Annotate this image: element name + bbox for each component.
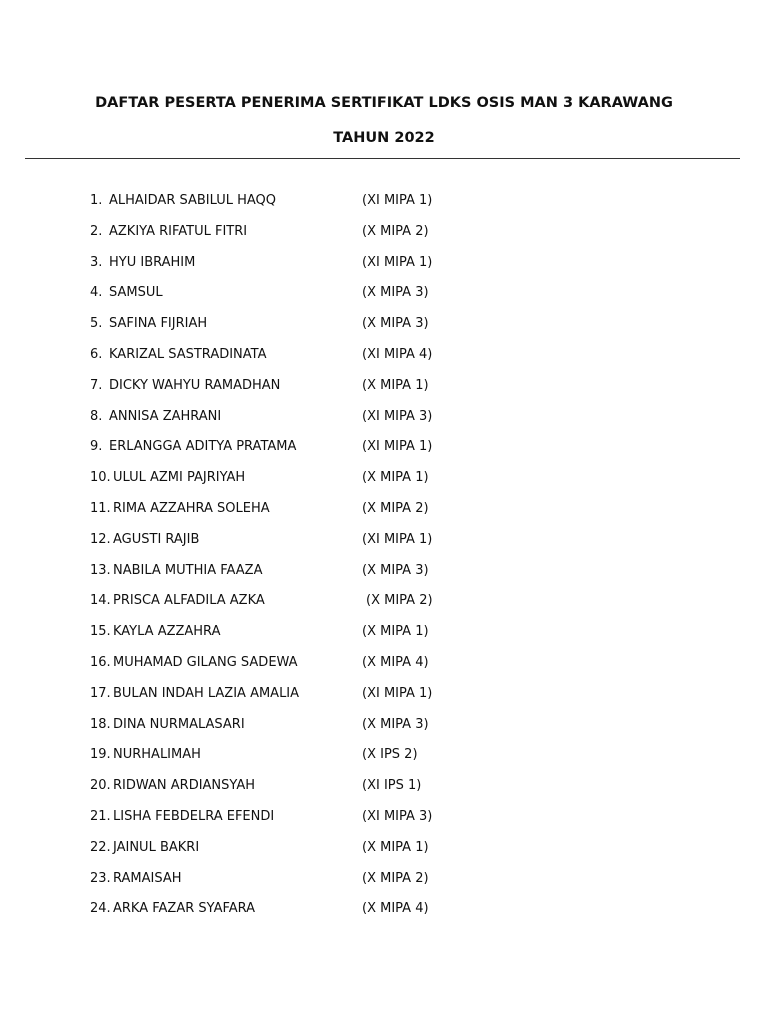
participant-name: SAMSUL bbox=[109, 285, 163, 301]
participant-name: LISHA FEBDELRA EFENDI bbox=[113, 808, 275, 824]
participant-class: (X MIPA 4) bbox=[362, 901, 429, 917]
participant-name: RAMAISAH bbox=[113, 870, 182, 886]
participant-name: PRISCA ALFADILA AZKA bbox=[113, 593, 265, 609]
participant-class: (X MIPA 3) bbox=[362, 285, 429, 301]
item-number: 15. bbox=[90, 624, 111, 640]
participant-class: (XI MIPA 1) bbox=[362, 531, 433, 547]
participant-name: RIDWAN ARDIANSYAH bbox=[113, 778, 256, 794]
participant-class: (XI MIPA 1) bbox=[362, 254, 433, 270]
participant-name: NURHALIMAH bbox=[113, 747, 201, 763]
item-number: 11. bbox=[90, 500, 111, 516]
item-number: 16. bbox=[90, 654, 111, 670]
participant-class: (X MIPA 4) bbox=[362, 654, 429, 670]
participant-class: (X MIPA 2) bbox=[362, 870, 429, 886]
document-title: DAFTAR PESERTA PENERIMA SERTIFIKAT LDKS OSIS MAN 3 KARAWANG bbox=[95, 95, 673, 111]
item-number: 18. bbox=[90, 716, 111, 732]
item-number: 7. bbox=[90, 377, 103, 393]
participant-class: (X MIPA 1) bbox=[362, 377, 429, 393]
participant-name: ERLANGGA ADITYA PRATAMA bbox=[109, 439, 297, 455]
participant-class: (XI MIPA 1) bbox=[362, 193, 433, 208]
participant-name: ANNISA ZAHRANI bbox=[109, 408, 222, 424]
item-number: 13. bbox=[90, 562, 111, 578]
participant-name: ULUL AZMI PAJRIYAH bbox=[113, 470, 246, 486]
participant-class: (X MIPA 2) bbox=[362, 500, 429, 516]
participant-name: HYU IBRAHIM bbox=[109, 254, 196, 270]
item-number: 14. bbox=[90, 593, 111, 609]
participant-class: (XI MIPA 1) bbox=[362, 685, 433, 701]
item-number: 20. bbox=[90, 778, 111, 794]
participant-name: JAINUL BAKRI bbox=[113, 839, 200, 855]
participant-class: (X MIPA 1) bbox=[362, 839, 429, 855]
item-number: 1. bbox=[90, 193, 103, 208]
participant-name: AZKIYA RIFATUL FITRI bbox=[109, 223, 248, 239]
participant-name: SAFINA FIJRIAH bbox=[109, 316, 208, 332]
item-number: 22. bbox=[90, 839, 111, 855]
item-number: 24. bbox=[90, 901, 111, 917]
item-number: 17. bbox=[90, 685, 111, 701]
participant-class: (XI MIPA 3) bbox=[362, 808, 433, 824]
item-number: 4. bbox=[90, 285, 103, 301]
item-number: 10. bbox=[90, 470, 111, 486]
participant-class: (X IPS 2) bbox=[362, 747, 418, 763]
participant-name: BULAN INDAH LAZIA AMALIA bbox=[113, 685, 300, 701]
item-number: 19. bbox=[90, 747, 111, 763]
participant-name: DINA NURMALASARI bbox=[113, 716, 245, 732]
participant-name: ALHAIDAR SABILUL HAQQ bbox=[109, 193, 277, 208]
participant-name: NABILA MUTHIA FAAZA bbox=[113, 562, 263, 578]
participant-name: MUHAMAD GILANG SADEWA bbox=[113, 654, 298, 670]
participant-class: (X MIPA 1) bbox=[362, 624, 429, 640]
participant-class: (X MIPA 2) bbox=[362, 223, 429, 239]
title-divider bbox=[25, 158, 740, 159]
participant-name: RIMA AZZAHRA SOLEHA bbox=[113, 500, 270, 516]
item-number: 21. bbox=[90, 808, 111, 824]
participant-class: (XI MIPA 3) bbox=[362, 408, 433, 424]
item-number: 5. bbox=[90, 316, 103, 332]
participant-class: (X MIPA 1) bbox=[362, 470, 429, 486]
item-number: 12. bbox=[90, 531, 111, 547]
participant-name: DICKY WAHYU RAMADHAN bbox=[109, 377, 281, 393]
document-year: TAHUN 2022 bbox=[333, 130, 435, 146]
participant-name: KAYLA AZZAHRA bbox=[113, 624, 221, 640]
participant-class: (X MIPA 3) bbox=[362, 716, 429, 732]
item-number: 23. bbox=[90, 870, 111, 886]
item-number: 9. bbox=[90, 439, 103, 455]
participant-name: KARIZAL SASTRADINATA bbox=[109, 346, 267, 362]
participant-class: (X MIPA 3) bbox=[362, 316, 429, 332]
participant-class: (X MIPA 2) bbox=[366, 593, 433, 609]
participant-class: (X MIPA 3) bbox=[362, 562, 429, 578]
participant-class: (XI IPS 1) bbox=[362, 778, 422, 794]
participant-name: ARKA FAZAR SYAFARA bbox=[113, 901, 256, 917]
item-number: 2. bbox=[90, 223, 103, 239]
participant-name: AGUSTI RAJIB bbox=[113, 531, 200, 547]
participant-class: (XI MIPA 4) bbox=[362, 346, 433, 362]
item-number: 3. bbox=[90, 254, 103, 270]
item-number: 6. bbox=[90, 346, 103, 362]
participant-class: (XI MIPA 1) bbox=[362, 439, 433, 455]
item-number: 8. bbox=[90, 408, 103, 424]
